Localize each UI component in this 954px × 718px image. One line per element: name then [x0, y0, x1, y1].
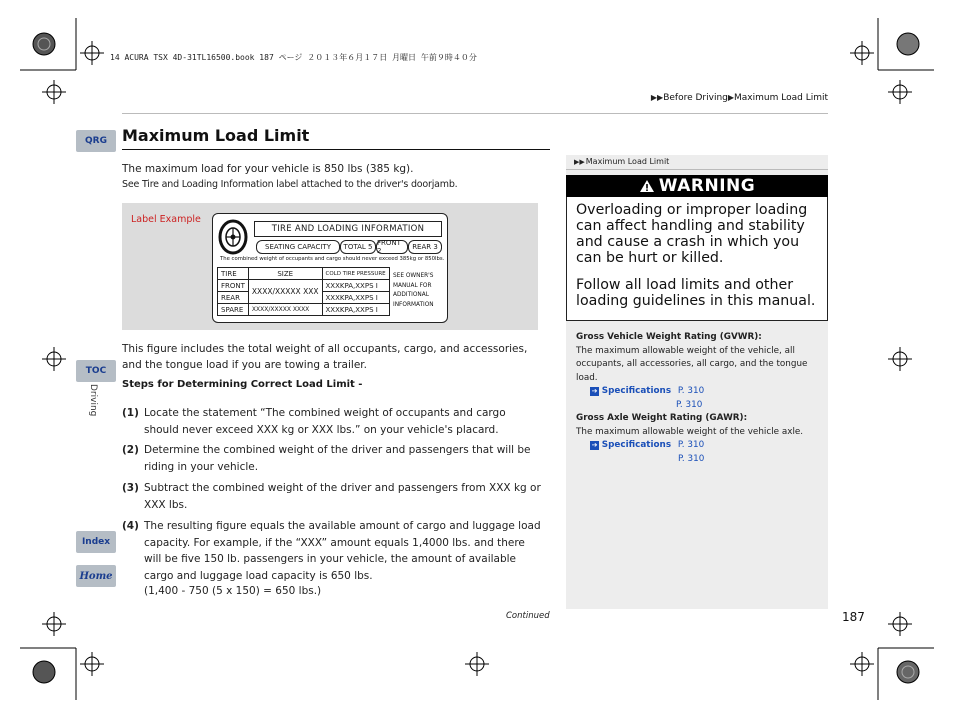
step-item [122, 518, 542, 584]
section-label: Driving [88, 384, 98, 417]
placard-header-tire: TIRE [218, 268, 249, 280]
seating-front: FRONT 2 [376, 240, 408, 254]
placard-pressure: XXXKPA,XXPS I [322, 280, 389, 292]
gvwr-heading: Gross Vehicle Weight Rating (GVWR): [576, 332, 762, 342]
step-text: Determine the combined weight of the driver and passengers that will be riding in your vehicle. [144, 444, 531, 473]
placard-tire: SPARE [218, 304, 249, 316]
continued-label: Continued [506, 611, 550, 621]
page-title: Maximum Load Limit [122, 126, 310, 145]
intro-note: See Tire and Loading Information label attached to the driver's doorjamb. [122, 179, 458, 190]
gawr-reference[interactable] [590, 439, 822, 453]
placard-title: TIRE AND LOADING INFORMATION [254, 221, 442, 237]
breadcrumb-separator: ▶ [727, 93, 735, 102]
steps-heading: Steps for Determining Correct Load Limit - [122, 379, 363, 390]
step-text: The resulting figure equals the available amount of cargo and luggage load capacity. For example, if the “XXX” amount equals 1,4000 lbs. and there will be five 150 lb. passengers in your vehicle, the amount of available cargo and luggage load capacity is 650 lbs. [144, 520, 541, 582]
warning-text-2: Follow all load limits and other loading guidelines in this manual. [576, 277, 816, 309]
step-number: (1) [122, 407, 139, 419]
step-number: (4) [122, 520, 139, 532]
side-notes-header [566, 155, 828, 170]
header-rule [122, 113, 828, 114]
gvwr-ref-page[interactable]: P. 310 [677, 386, 705, 396]
step-text: Subtract the combined weight of the driver and passengers from XXX kg or XXX lbs. [144, 482, 541, 511]
breadcrumb-current: Maximum Load Limit [734, 93, 828, 103]
gvwr-reference[interactable] [590, 385, 822, 399]
seating-capacity: SEATING CAPACITY [256, 240, 340, 254]
toc-button[interactable]: TOC [76, 360, 116, 382]
step-number: (2) [122, 444, 139, 456]
step-item [122, 405, 542, 438]
placard-header-pressure: COLD TIRE PRESSURE [322, 268, 389, 280]
gawr-ref-page[interactable]: P. 310 [677, 440, 705, 450]
gawr-heading: Gross Axle Weight Rating (GAWR): [576, 413, 748, 423]
placard-tire: REAR [218, 292, 249, 304]
reference-icon: ➔ [591, 441, 598, 449]
gvwr-section [576, 331, 822, 412]
gawr-ref-page-2[interactable]: P. 310 [678, 453, 705, 464]
gawr-section [576, 412, 822, 466]
title-rule [122, 149, 550, 150]
warning-triangle-icon [639, 179, 655, 193]
note-icon: ▶▶ [574, 158, 585, 166]
placard-tire: FRONT [218, 280, 249, 292]
index-button[interactable]: Index [76, 531, 116, 553]
placard-size: XXXX/XXXXX XXX [248, 280, 322, 304]
gawr-text: The maximum allowable weight of the vehicle axle. [576, 426, 804, 437]
placard-see-note: SEE OWNER'S MANUAL FOR ADDITIONAL INFORMATION [393, 273, 434, 308]
tire-icon [218, 219, 248, 255]
intro-text: The maximum load for your vehicle is 850 lbs (385 kg). [122, 163, 414, 175]
step-text: Locate the statement “The combined weight of occupants and cargo should never exceed XXX kg or XXX lbs.” on your vehicle's placard. [144, 407, 506, 436]
breadcrumb-parent[interactable]: Before Driving [663, 93, 728, 103]
seating-rear: REAR 3 [408, 240, 442, 254]
reference-icon: ➔ [591, 387, 598, 395]
step-formula: (1,400 - 750 (5 x 150) = 650 lbs.) [144, 585, 322, 597]
placard-size: XXXX/XXXXX XXXX [248, 304, 322, 316]
placard-pressure: XXXKPA,XXPS I [322, 304, 389, 316]
placard-table [217, 267, 390, 316]
step-item [122, 480, 542, 513]
step-number: (3) [122, 482, 139, 494]
warning-title: WARNING [658, 176, 756, 196]
seating-total: TOTAL 5 [340, 240, 376, 254]
figure-description: This figure includes the total weight of all occupants, cargo, and accessories, and the tongue load if you are towing a trailer. [122, 343, 528, 371]
warning-text-1: Overloading or improper loading can affect handling and stability and cause a crash in which you can be hurt or killed. [576, 202, 808, 266]
gvwr-ref-page-2[interactable]: P. 310 [676, 399, 703, 410]
step-item [122, 442, 542, 475]
page-number: 187 [842, 610, 865, 624]
breadcrumb [651, 93, 828, 103]
placard-pressure: XXXKPA,XXPS I [322, 292, 389, 304]
gvwr-ref-link[interactable]: Specifications [601, 386, 672, 396]
placard-note: The combined weight of occupants and cargo should never exceed 385kg or 850lbs. [220, 256, 445, 262]
breadcrumb-arrows: ▶▶ [650, 93, 664, 102]
side-notes-title: Maximum Load Limit [585, 157, 670, 166]
gvwr-text: The maximum allowable weight of the vehicle, all occupants, all accessories, all cargo, and the tongue load. [576, 345, 808, 383]
home-button[interactable]: Home [76, 565, 116, 587]
figure-caption: Label Example [131, 214, 201, 225]
placard-header-size: SIZE [248, 268, 322, 280]
qrg-button[interactable]: QRG [76, 130, 116, 152]
gawr-ref-link[interactable]: Specifications [601, 440, 672, 450]
print-header: 14 ACURA TSX 4D-31TL16500.book 187 ページ ２０１３年６月１７日 月曜日 午前９時４０分 [110, 53, 477, 62]
warning-header [566, 175, 828, 197]
